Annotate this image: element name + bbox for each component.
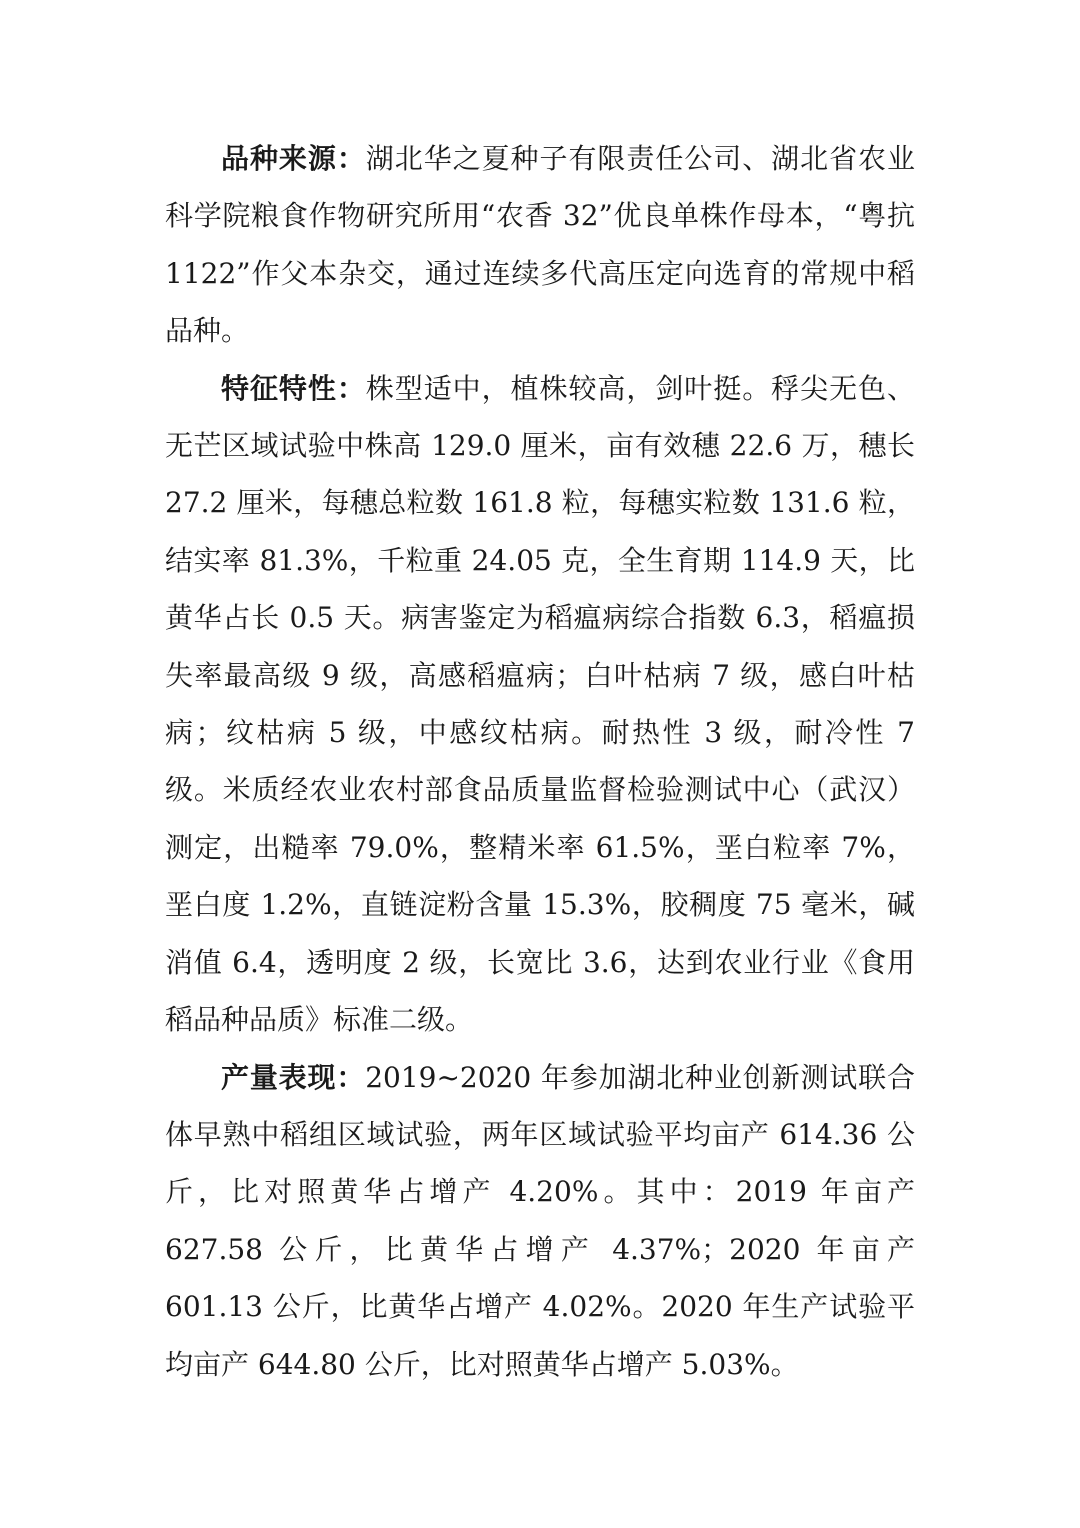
section-label-characteristics: 特征特性： bbox=[221, 371, 366, 405]
section-text-yield: 2019~2020 年参加湖北种业创新测试联合体早熟中稻组区域试验，两年区域试验平均亩产 614.36 公斤，比对照黄华占增产 4.20%。其中：2019 年亩产 627.58 公斤，比黄华占增产 4.37%；2020 年亩产 601.13 公斤，比黄华占增产 4.02%。2020 年生产试验平均亩产 644.80 公斤，比对照黄华占增产 5.03%。 bbox=[165, 1060, 915, 1381]
paragraph-variety-origin bbox=[165, 130, 915, 360]
section-label-origin: 品种来源： bbox=[221, 142, 366, 175]
section-text-origin: 湖北华之夏种子有限责任公司、湖北省农业科学院粮食作物研究所用“农香 32”优良单株作母本，“粤抗 1122”作父本杂交，通过连续多代高压定向选育的常规中稻品种。 bbox=[165, 142, 915, 348]
section-label-yield: 产量表现： bbox=[221, 1060, 366, 1094]
section-text-characteristics: 株型适中，植株较高，剑叶挺。稃尖无色、无芒区域试验中株高 129.0 厘米，亩有效穗 22.6 万，穗长 27.2 厘米，每穗总粒数 161.8 粒，每穗实粒数 131.6 粒，结实率 81.3%，千粒重 24.05 克，全生育期 114.9 天，比黄华占长 0.5 天。病害鉴定为稻瘟病综合指数 6.3，稻瘟损失率最高级 9 级，高感稻瘟病；白叶枯病 7 级，感白叶枯病；纹枯病 5 级，中感纹枯病。耐热性 3 级，耐冷性 7 级。米质经农业农村部食品质量监督检验测试中心（武汉）测定，出糙率 79.0%，整精米率 61.5%，垩白粒率 7%，垩白度 1.2%，直链淀粉含量 15.3%，胶稠度 75 毫米，碱消值 6.4，透明度 2 级，长宽比 3.6，达到农业行业《食用稻品种品质》标准二级。 bbox=[165, 371, 915, 1037]
paragraph-characteristics bbox=[165, 360, 915, 1049]
document-page bbox=[165, 130, 915, 1393]
paragraph-yield bbox=[165, 1049, 915, 1393]
